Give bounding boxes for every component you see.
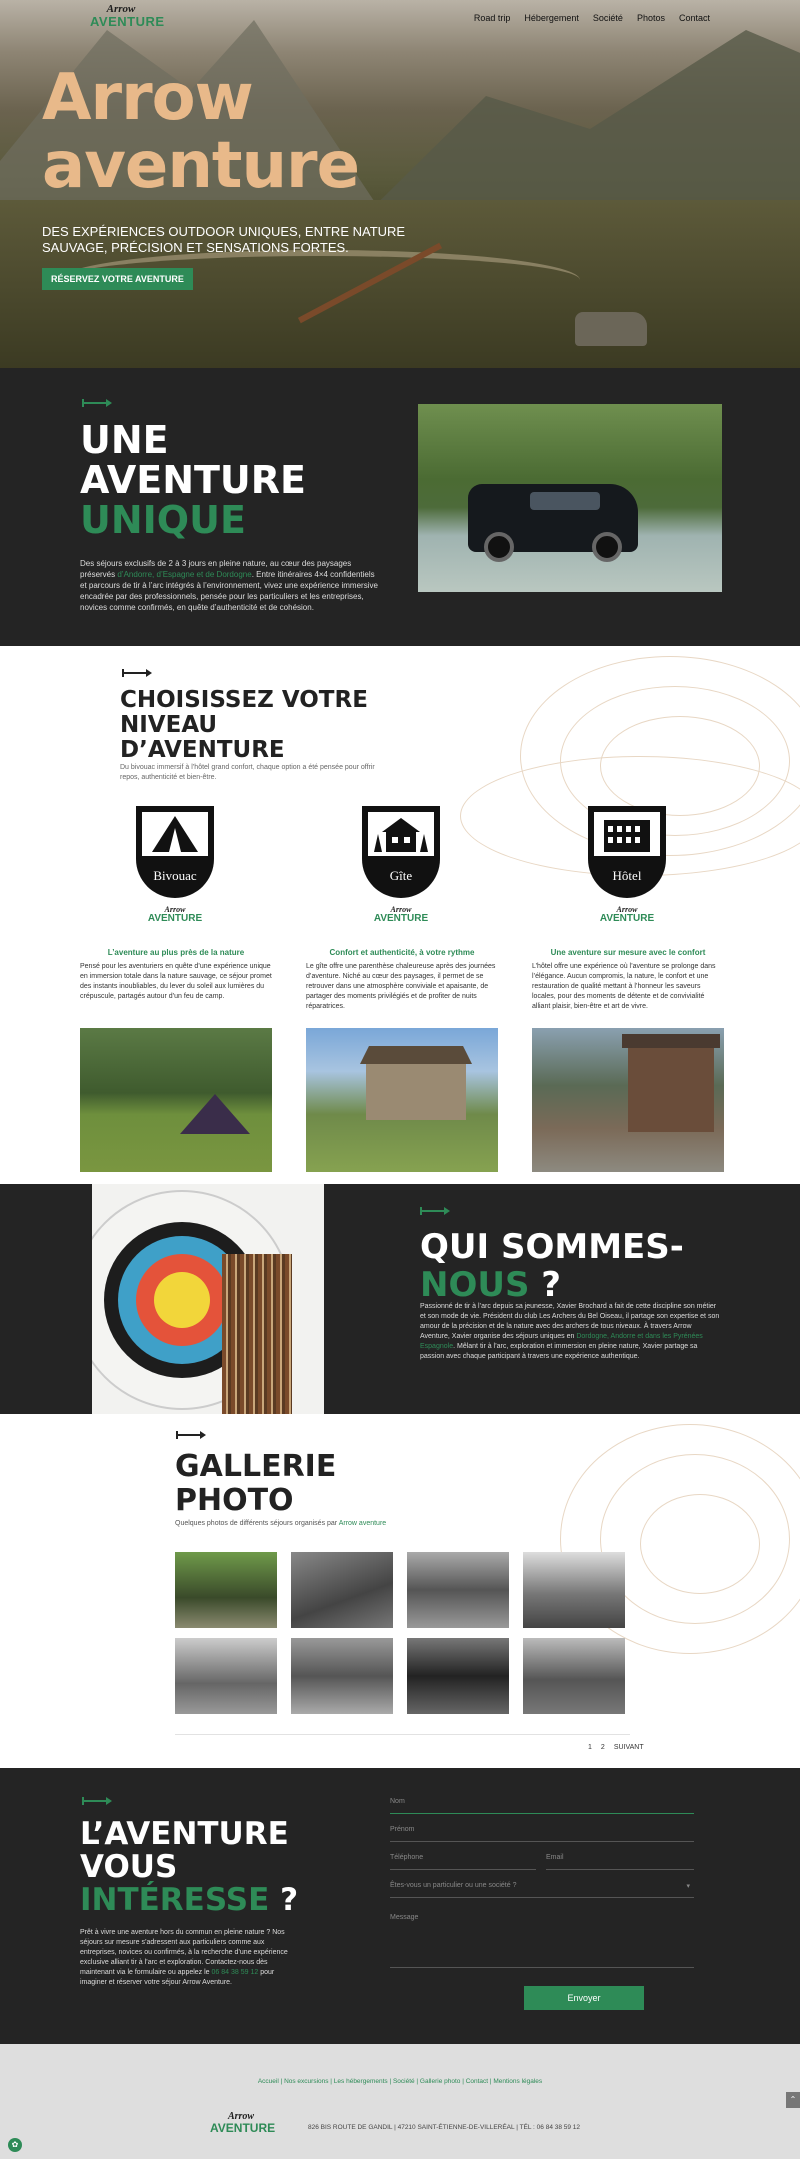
contact-title <box>80 1818 298 1917</box>
card-heading: Une aventure sur mesure avec le confort <box>550 948 706 957</box>
card-logo-line1: Arrow <box>164 905 186 914</box>
footer-links[interactable]: Accueil | Nos excursions | Les hébergements | Société | Gallerie photo | Contact | Mentions légales <box>257 2078 543 2085</box>
gallery-title <box>175 1450 336 1518</box>
levels-title-line2: NIVEAU <box>120 712 218 738</box>
levels-subtitle: Du bivouac immersif à l’hôtel grand confort, chaque option a été pensée pour offrir repos, authenticité et bien-être. <box>120 764 375 781</box>
intro-jeep-photo <box>418 404 722 592</box>
card-logo-line2: AVENTURE <box>373 913 429 924</box>
gallery-section <box>0 1414 800 1768</box>
target-ring <box>154 1272 210 1328</box>
divider <box>175 1734 630 1735</box>
intro-text <box>80 558 380 613</box>
about-title <box>420 1228 684 1304</box>
intro-text-b: . Entre itinéraires 4×4 confidentiels et parcours de tir à l’arc intégrés à l’environnement, vivez une expérience immersive encadrée par des professionnels, pensée pour les particuliers et les entreprises, novices comme confirmés, en quête d’authenticité et de cohésion. <box>80 570 378 612</box>
cookie-settings-icon[interactable]: ✿ <box>8 2138 22 2152</box>
about-title-nous: NOUS <box>420 1265 530 1305</box>
card-logo-line1: Arrow <box>390 905 412 914</box>
hotel-crest-icon <box>588 806 666 898</box>
gallery-subtitle-text: Quelques photos de différents séjours organisés par <box>175 1520 339 1527</box>
gallery-title-line1: GALLERIE <box>175 1449 337 1484</box>
page-1-link[interactable]: 1 <box>588 1744 592 1751</box>
hero-subtitle: DES EXPÉRIENCES OUTDOOR UNIQUES, ENTRE NATURE SAUVAGE, PRÉCISION ET SENSATIONS FORTES. <box>42 224 406 255</box>
prenom-field[interactable]: Prénom <box>390 1820 694 1842</box>
arrow-icon <box>122 668 152 678</box>
gallery-photo[interactable] <box>175 1638 277 1714</box>
gallery-photo[interactable] <box>175 1552 277 1628</box>
nom-field[interactable]: Nom <box>390 1792 694 1814</box>
card-logo-line1: Arrow <box>616 905 638 914</box>
card-logo-line2: AVENTURE <box>599 913 655 924</box>
about-text-b: . Mêlant tir à l’arc, exploration et immersion en pleine nature, Xavier partage sa passion avec chaque participant à travers une expérience authentique. <box>420 1343 698 1360</box>
intro-title-line3: UNIQUE <box>80 498 246 542</box>
arrow-icon <box>420 1206 450 1216</box>
levels-title-line1: CHOISISSEZ VOTRE <box>120 687 368 713</box>
gallery-photo[interactable] <box>523 1638 625 1714</box>
hero-section <box>0 0 800 368</box>
gallery-subtitle <box>175 1520 386 1527</box>
footer-logo[interactable] <box>210 2111 276 2135</box>
gallery-photo[interactable] <box>291 1552 393 1628</box>
contact-phone-link[interactable]: 06 84 38 59 12 <box>211 1969 259 1976</box>
visitor-type-select[interactable] <box>390 1876 694 1898</box>
gallery-photo[interactable] <box>407 1638 509 1714</box>
contact-section <box>0 1768 800 2044</box>
message-field[interactable]: Message <box>390 1908 694 1968</box>
gallery-title-line2: PHOTO <box>175 1483 294 1518</box>
card-text: Pensé pour les aventuriers en quête d’une expérience unique en immersion totale dans la nature sauvage, ce séjour promet des instants inoubliables, du lever du soleil aux lumières du crépuscule, partagés autour d’un feu de camp. <box>80 963 272 1000</box>
visitor-type-value: Êtes-vous un particulier ou une société ? <box>390 1882 517 1889</box>
site-logo[interactable] <box>90 3 165 29</box>
card-heading: Confort et authenticité, à votre rythme <box>329 948 475 957</box>
bivouac-photo <box>80 1028 272 1172</box>
jeep-image <box>468 484 638 552</box>
nav-item-photos[interactable]: Photos <box>636 13 665 23</box>
logo-line1: Arrow <box>106 3 136 15</box>
contact-title-qmark: ? <box>269 1882 299 1918</box>
hotel-photo <box>532 1028 724 1172</box>
intro-text-link[interactable]: d’Andorre, d’Espagne et de Dordogne <box>117 570 252 579</box>
contact-title-line1: L’AVENTURE <box>80 1816 289 1852</box>
footer-logo-line1: Arrow <box>227 2111 255 2122</box>
nav-item-contact[interactable]: Contact <box>678 13 710 23</box>
email-field[interactable]: Email <box>546 1848 694 1870</box>
about-title-line1: QUI SOMMES- <box>420 1227 684 1267</box>
gallery-photo[interactable] <box>407 1552 509 1628</box>
next-page-link[interactable]: SUIVANT <box>613 1744 644 1751</box>
levels-title-line3: D’AVENTURE <box>120 737 285 763</box>
footer-address: 826 BIS ROUTE DE GANDIL | 47210 SAINT-ÉTIENNE-DE-VILLERÉAL | TÉL : 06 84 38 59 12 <box>308 2124 581 2131</box>
chevron-down-icon: ▾ <box>686 1883 690 1890</box>
page-2-link[interactable]: 2 <box>600 1744 605 1751</box>
contact-text-b: pour imaginer et réserver votre séjour Arrow Aventure. <box>80 1969 275 1986</box>
send-button[interactable]: Envoyer <box>524 1986 644 2010</box>
card-text: Le gîte offre une parenthèse chaleureuse après des journées d’aventure. Niché au cœur des paysages, il permet de se retrouver dans une atmosphère conviviale et apaisante, de partager des moments privilégiés et de profiter de nuits réparatrices. <box>306 963 496 1010</box>
levels-section <box>0 646 800 1184</box>
intro-title-line1: UNE <box>80 418 169 462</box>
archery-target-photo <box>92 1184 324 1414</box>
hero-title-line1: Arrow <box>42 61 253 135</box>
crest-label: Gîte <box>389 868 413 883</box>
footer-logo-line2: AVENTURE <box>210 2121 276 2135</box>
contact-text <box>80 1928 300 1988</box>
gallery-pagination <box>588 1744 644 1751</box>
contact-text-a: Prêt à vivre une aventure hors du commun en pleine nature ? Nos séjours sur mesure s’adressent aux particuliers comme aux entreprises, novices ou confirmés, à la recherche d’une expérience exclusive alliant tir à l’arc et exploration. Contactez-nous dès maintenant via le formulaire ou appelez le <box>80 1929 288 1976</box>
levels-title <box>120 688 368 763</box>
nav-item-road-trip[interactable]: Road trip <box>473 13 511 23</box>
footer <box>0 2044 800 2159</box>
telephone-field[interactable]: Téléphone <box>390 1848 536 1870</box>
contact-title-interesse: INTÉRESSE <box>80 1882 270 1918</box>
crest-label: Hôtel <box>612 868 642 883</box>
card-heading: L’aventure au plus près de la nature <box>107 948 245 957</box>
arrow-icon <box>82 1796 112 1806</box>
card-logo <box>146 906 204 924</box>
about-text-link[interactable]: Dordogne, Andorre et dans les Pyrénées Espagnole <box>420 1333 703 1350</box>
gite-photo <box>306 1028 498 1172</box>
intro-text-a: Des séjours exclusifs de 2 à 3 jours en pleine nature, au cœur des paysages préservés <box>80 559 352 579</box>
hero-title-line2: aventure <box>42 129 359 203</box>
about-text <box>420 1302 720 1362</box>
card-logo <box>372 906 430 924</box>
about-title-qmark: ? <box>529 1265 562 1305</box>
topo-decoration <box>640 1494 760 1594</box>
main-menu <box>474 13 710 23</box>
intro-title-line2: AVENTURE <box>80 458 306 502</box>
house-crest-icon <box>362 806 440 898</box>
contact-title-line2: VOUS <box>80 1849 178 1885</box>
nav-item-hebergement[interactable]: Hébergement <box>524 13 579 23</box>
scroll-to-top-icon[interactable]: ⌃ <box>786 2092 800 2108</box>
arrow-icon <box>176 1430 206 1440</box>
crest-label: Bivouac <box>153 868 197 883</box>
nav-item-societe[interactable]: Société <box>592 13 623 23</box>
logo-line2: AVENTURE <box>90 14 165 29</box>
hero-car-image <box>575 312 647 346</box>
gallery-photo[interactable] <box>291 1638 393 1714</box>
arrow-icon <box>82 398 112 408</box>
card-logo-line2: AVENTURE <box>147 913 203 924</box>
top-navigation <box>0 0 800 34</box>
intro-title <box>80 420 306 540</box>
about-text-a: Passionné de tir à l’arc depuis sa jeunesse, Xavier Brochard a fait de cette discipline son métier et son mode de vie. Président du club Les Archers du Bel Oiseau, il partage son expertise et son amour de la précision et de la nature avec des archers de tous niveaux. À travers Arrow Aventure, Xavier organise des séjours uniques en <box>420 1303 720 1340</box>
card-text: L’hôtel offre une expérience où l’aventure se prolonge dans l’élégance. Aucun compromis, la nature, le confort et une restauration de qualité mettant à l’honneur les saveurs locales, pour des moments de détente et de convivialité alliant plaisir, bien-être et art de vivre. <box>532 963 716 1010</box>
card-logo <box>598 906 656 924</box>
intro-section <box>0 368 800 646</box>
gallery-subtitle-link[interactable]: Arrow aventure <box>338 1520 387 1527</box>
tent-crest-icon <box>136 806 214 898</box>
reserve-button[interactable]: RÉSERVEZ VOTRE AVENTURE <box>42 268 193 290</box>
about-section <box>0 1184 800 1414</box>
gallery-photo[interactable] <box>523 1552 625 1628</box>
hero-title <box>42 61 359 203</box>
arrows-bundle-image <box>222 1254 292 1414</box>
